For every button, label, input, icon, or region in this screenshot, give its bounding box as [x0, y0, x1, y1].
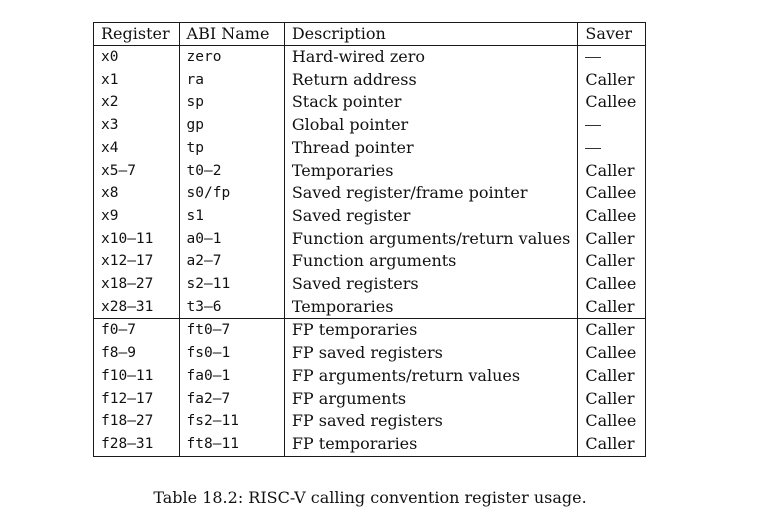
- cell-description: FP saved registers: [284, 410, 578, 433]
- cell-register: x10–11: [94, 228, 180, 251]
- cell-abi-name: sp: [179, 91, 284, 114]
- cell-abi-name: ra: [179, 69, 284, 92]
- cell-saver: Caller: [578, 160, 646, 183]
- register-usage-table: [93, 22, 646, 457]
- table-header-row: [94, 23, 646, 46]
- cell-saver: [578, 46, 646, 69]
- cell-abi-name: tp: [179, 137, 284, 160]
- cell-description: FP temporaries: [284, 433, 578, 456]
- cell-register: f0–7: [94, 319, 180, 342]
- table-row: [94, 46, 646, 69]
- cell-description: FP saved registers: [284, 342, 578, 365]
- cell-register: f18–27: [94, 410, 180, 433]
- table-row: [94, 228, 646, 251]
- cell-register: x0: [94, 46, 180, 69]
- table-row: [94, 250, 646, 273]
- cell-saver: Callee: [578, 273, 646, 296]
- cell-register: x2: [94, 91, 180, 114]
- cell-abi-name: a0–1: [179, 228, 284, 251]
- no-saver-dash: [585, 148, 601, 149]
- table-row: [94, 273, 646, 296]
- cell-description: FP arguments/return values: [284, 365, 578, 388]
- header-register: Register: [94, 23, 180, 46]
- cell-abi-name: fs0–1: [179, 342, 284, 365]
- table-row: [94, 410, 646, 433]
- header-saver: Saver: [578, 23, 646, 46]
- table-row: [94, 205, 646, 228]
- cell-register: x9: [94, 205, 180, 228]
- cell-register: x4: [94, 137, 180, 160]
- cell-register: x18–27: [94, 273, 180, 296]
- cell-description: FP arguments: [284, 388, 578, 411]
- cell-abi-name: fa0–1: [179, 365, 284, 388]
- cell-register: f28–31: [94, 433, 180, 456]
- cell-register: x3: [94, 114, 180, 137]
- cell-abi-name: ft8–11: [179, 433, 284, 456]
- cell-register: x5–7: [94, 160, 180, 183]
- cell-register: x8: [94, 182, 180, 205]
- table-row: [94, 137, 646, 160]
- table-row: [94, 91, 646, 114]
- cell-saver: Callee: [578, 182, 646, 205]
- cell-saver: Caller: [578, 296, 646, 319]
- cell-saver: Caller: [578, 433, 646, 456]
- cell-register: x28–31: [94, 296, 180, 319]
- header-description: Description: [284, 23, 578, 46]
- cell-description: Hard-wired zero: [284, 46, 578, 69]
- cell-description: Global pointer: [284, 114, 578, 137]
- table-body: [94, 46, 646, 457]
- no-saver-dash: [585, 57, 601, 58]
- cell-description: Saved registers: [284, 273, 578, 296]
- cell-saver: Caller: [578, 69, 646, 92]
- cell-saver: Callee: [578, 205, 646, 228]
- cell-description: Thread pointer: [284, 137, 578, 160]
- table-row: [94, 433, 646, 456]
- table-row: [94, 160, 646, 183]
- table-row: [94, 388, 646, 411]
- cell-abi-name: a2–7: [179, 250, 284, 273]
- cell-description: Stack pointer: [284, 91, 578, 114]
- cell-register: x12–17: [94, 250, 180, 273]
- cell-abi-name: gp: [179, 114, 284, 137]
- table-row: [94, 342, 646, 365]
- cell-abi-name: s2–11: [179, 273, 284, 296]
- no-saver-dash: [585, 125, 601, 126]
- header-abi-name: ABI Name: [179, 23, 284, 46]
- table-row: [94, 69, 646, 92]
- cell-abi-name: s0/fp: [179, 182, 284, 205]
- cell-abi-name: s1: [179, 205, 284, 228]
- table-row: [94, 114, 646, 137]
- cell-register: f10–11: [94, 365, 180, 388]
- cell-saver: [578, 114, 646, 137]
- cell-saver: Caller: [578, 250, 646, 273]
- cell-abi-name: t3–6: [179, 296, 284, 319]
- cell-description: Function arguments: [284, 250, 578, 273]
- table-row: [94, 365, 646, 388]
- cell-abi-name: fs2–11: [179, 410, 284, 433]
- cell-register: x1: [94, 69, 180, 92]
- table-caption: Table 18.2: RISC-V calling convention register usage.: [153, 488, 587, 507]
- cell-saver: Caller: [578, 319, 646, 342]
- cell-saver: Caller: [578, 365, 646, 388]
- cell-saver: Caller: [578, 228, 646, 251]
- cell-description: Saved register/frame pointer: [284, 182, 578, 205]
- cell-saver: Callee: [578, 91, 646, 114]
- cell-abi-name: fa2–7: [179, 388, 284, 411]
- table-row: [94, 296, 646, 319]
- cell-abi-name: zero: [179, 46, 284, 69]
- cell-description: Function arguments/return values: [284, 228, 578, 251]
- table-row: [94, 319, 646, 342]
- cell-abi-name: t0–2: [179, 160, 284, 183]
- cell-description: Temporaries: [284, 160, 578, 183]
- cell-register: f12–17: [94, 388, 180, 411]
- cell-register: f8–9: [94, 342, 180, 365]
- cell-description: Return address: [284, 69, 578, 92]
- cell-saver: Caller: [578, 388, 646, 411]
- cell-description: Saved register: [284, 205, 578, 228]
- cell-saver: [578, 137, 646, 160]
- table-row: [94, 182, 646, 205]
- cell-description: FP temporaries: [284, 319, 578, 342]
- cell-saver: Callee: [578, 410, 646, 433]
- cell-saver: Callee: [578, 342, 646, 365]
- cell-abi-name: ft0–7: [179, 319, 284, 342]
- cell-description: Temporaries: [284, 296, 578, 319]
